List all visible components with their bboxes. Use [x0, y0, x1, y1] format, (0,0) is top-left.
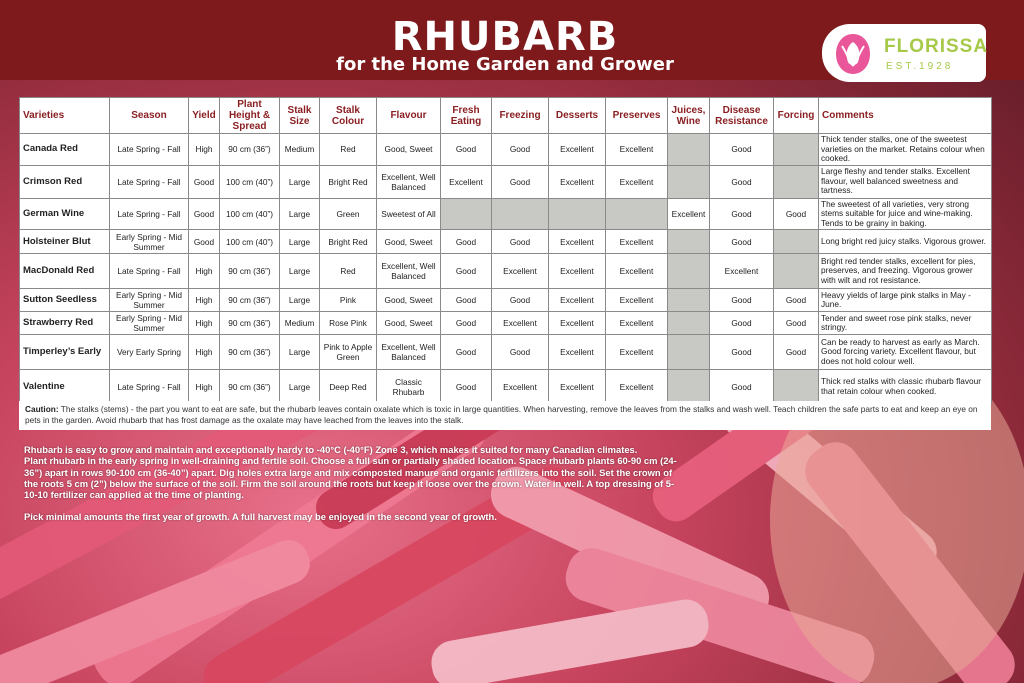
table-cell: Excellent	[492, 370, 549, 404]
table-column-header: Yield	[189, 98, 220, 134]
table-cell: Late Spring - Fall	[110, 198, 189, 230]
table-cell: Good	[710, 289, 774, 312]
table-cell: High	[189, 134, 220, 166]
table-cell: Excellent	[668, 198, 710, 230]
table-cell: Good	[441, 335, 492, 370]
table-cell: 90 cm (36”)	[220, 335, 280, 370]
table-cell: Bright Red	[320, 230, 377, 254]
table-cell: Good	[441, 289, 492, 312]
table-cell: Good	[710, 370, 774, 404]
table-column-header: Desserts	[549, 98, 606, 134]
table-cell: Excellent	[549, 289, 606, 312]
table-cell: Early Spring - Mid Summer	[110, 312, 189, 335]
table-column-header: Season	[110, 98, 189, 134]
table-column-header: Forcing	[774, 98, 819, 134]
table-cell: Good	[710, 198, 774, 230]
table-cell: 90 cm (36”)	[220, 289, 280, 312]
table-column-header: Varieties	[20, 98, 110, 134]
table-row	[20, 134, 992, 166]
comment-cell: Heavy yields of large pink stalks in May - June.	[819, 289, 992, 312]
caution-note	[19, 401, 991, 430]
table-cell: Good	[774, 289, 819, 312]
table-row	[20, 370, 992, 404]
florissa-logo	[822, 24, 989, 82]
table-cell: Large	[280, 165, 320, 198]
caution-text: The stalks (stems) - the part you want to eat are safe, but the rhubarb leaves contain oxalate which is toxic in large quantities. When harvesting, remove the leaves from the stalks and wash well. Teach children the safe parts to eat and keep an eye on pets in the garden. Avoid rhubarb that has frost damage as the oxalate may have leached from the leaves into the stalk.	[25, 404, 978, 425]
table-column-header: Comments	[819, 98, 992, 134]
info-paragraph-hardiness: Rhubarb is easy to grow and maintain and exceptionally hardy to -40°C (-40°F) Zone 3, which makes it suited for many Canadian climates.	[24, 444, 638, 455]
table-cell: Red	[320, 134, 377, 166]
page-subtitle: for the Home Garden and Grower	[336, 54, 674, 75]
table-row	[20, 230, 992, 254]
table-row	[20, 289, 992, 312]
variety-name-cell: Crimson Red	[20, 165, 110, 198]
table-cell: Late Spring - Fall	[110, 165, 189, 198]
table-column-header: Preserves	[606, 98, 668, 134]
table-column-header: Stalk Size	[280, 98, 320, 134]
table-cell: Good	[710, 134, 774, 166]
table-cell: Good	[441, 254, 492, 289]
table-row	[20, 335, 992, 370]
comment-cell: Thick tender stalks, one of the sweetest varieties on the market. Retains colour when cooked.	[819, 134, 992, 166]
table-cell: Excellent, Well Balanced	[377, 254, 441, 289]
growing-info	[24, 444, 684, 523]
table-cell: Green	[320, 198, 377, 230]
table-cell: Good	[492, 230, 549, 254]
table-cell: Excellent	[606, 254, 668, 289]
table-cell: 90 cm (36”)	[220, 134, 280, 166]
table-row	[20, 254, 992, 289]
comment-cell: Long bright red juicy stalks. Vigorous grower.	[819, 230, 992, 254]
comment-cell: Bright red tender stalks, excellent for pies, preserves, and freezing. Vigorous grower with wilt and rot resistance.	[819, 254, 992, 289]
table-cell: Good	[710, 230, 774, 254]
comment-cell: Thick red stalks with classic rhubarb flavour that retain colour when cooked.	[819, 370, 992, 404]
table-cell: Excellent	[549, 230, 606, 254]
table-cell: Good	[774, 312, 819, 335]
table-cell: Good	[710, 335, 774, 370]
page-title: RHUBARB	[391, 14, 619, 60]
table-cell	[774, 370, 819, 404]
table-cell: Good	[441, 134, 492, 166]
table-cell: Excellent	[549, 370, 606, 404]
table-column-header: Freezing	[492, 98, 549, 134]
table-cell	[774, 230, 819, 254]
table-cell: 90 cm (36”)	[220, 370, 280, 404]
table-cell: Deep Red	[320, 370, 377, 404]
table-header-row	[20, 98, 992, 134]
table-cell	[668, 370, 710, 404]
table-cell: Excellent	[606, 335, 668, 370]
table-cell	[668, 312, 710, 335]
table-cell: Pink to Apple Green	[320, 335, 377, 370]
table-column-header: Stalk Colour	[320, 98, 377, 134]
table-cell: Good	[189, 230, 220, 254]
table-cell: Good	[710, 165, 774, 198]
table-cell: Large	[280, 370, 320, 404]
table-cell: High	[189, 335, 220, 370]
table-cell: Excellent	[549, 165, 606, 198]
variety-table-container	[19, 97, 991, 404]
table-cell	[549, 198, 606, 230]
caution-label: Caution:	[25, 404, 59, 414]
table-cell: Excellent	[606, 289, 668, 312]
table-cell: High	[189, 289, 220, 312]
table-cell: Good	[492, 289, 549, 312]
info-paragraph-planting: Plant rhubarb in the early spring in well-draining and fertile soil. Choose a full sun or partially shaded location. Space rhubarb plants 60-90 cm (24-36”) apart in rows 90-100 cm (36-40”) apart. Dig holes extra large and mix composted manure and organic fertilizers into the soil. Set the crown of the roots 5 cm (2”) below the surface of the soil. Firm the soil around the roots but keep it loose over the crown. Water in well. A top dressing of 5-10-10 fertilizer can applied at the time of planting.	[24, 455, 677, 501]
variety-name-cell: German Wine	[20, 198, 110, 230]
table-cell: 100 cm (40”)	[220, 198, 280, 230]
variety-name-cell: Timperley’s Early	[20, 335, 110, 370]
comment-cell: Tender and sweet rose pink stalks, never stringy.	[819, 312, 992, 335]
table-cell: Pink	[320, 289, 377, 312]
table-cell	[668, 335, 710, 370]
table-cell: Good	[441, 312, 492, 335]
table-cell: Excellent	[606, 134, 668, 166]
table-cell	[606, 198, 668, 230]
tulip-logo-icon	[828, 28, 878, 78]
comment-cell: Large fleshy and tender stalks. Excellent flavour, well balanced sweetness and tartness.	[819, 165, 992, 198]
table-cell: 90 cm (36”)	[220, 254, 280, 289]
table-cell: Late Spring - Fall	[110, 134, 189, 166]
table-cell: Good, Sweet	[377, 312, 441, 335]
variety-name-cell: Strawberry Red	[20, 312, 110, 335]
table-cell: Medium	[280, 134, 320, 166]
table-cell: Excellent	[606, 312, 668, 335]
table-cell: High	[189, 254, 220, 289]
table-cell: Excellent	[549, 254, 606, 289]
table-column-header: Juices, Wine	[668, 98, 710, 134]
table-cell: Good, Sweet	[377, 230, 441, 254]
table-cell	[774, 134, 819, 166]
table-cell: Early Spring - Mid Summer	[110, 230, 189, 254]
logo-name: FLORISSA	[884, 36, 989, 57]
table-cell: Rose Pink	[320, 312, 377, 335]
variety-name-cell: MacDonald Red	[20, 254, 110, 289]
table-cell: Excellent	[492, 312, 549, 335]
table-cell: Large	[280, 335, 320, 370]
table-cell	[774, 254, 819, 289]
table-cell: Large	[280, 230, 320, 254]
variety-name-cell: Canada Red	[20, 134, 110, 166]
table-cell: Excellent	[549, 312, 606, 335]
table-cell: Good	[492, 134, 549, 166]
table-cell	[774, 165, 819, 198]
table-cell	[668, 134, 710, 166]
table-cell: Bright Red	[320, 165, 377, 198]
table-cell: Good, Sweet	[377, 289, 441, 312]
table-column-header: Flavour	[377, 98, 441, 134]
comment-cell: The sweetest of all varieties, very strong stems suitable for juice and wine-making. Tends to be grainy in baking.	[819, 198, 992, 230]
table-row	[20, 198, 992, 230]
table-cell: Sweetest of All	[377, 198, 441, 230]
variety-name-cell: Holsteiner Blut	[20, 230, 110, 254]
table-cell: Good	[441, 230, 492, 254]
table-column-header: Plant Height & Spread	[220, 98, 280, 134]
table-cell: Good	[492, 335, 549, 370]
table-cell: Excellent, Well Balanced	[377, 165, 441, 198]
table-cell: Excellent	[606, 230, 668, 254]
table-cell: 100 cm (40”)	[220, 165, 280, 198]
table-cell: Classic Rhubarb	[377, 370, 441, 404]
variety-table	[19, 97, 992, 404]
table-column-header: Fresh Eating	[441, 98, 492, 134]
table-row	[20, 165, 992, 198]
table-column-header: Disease Resistance	[710, 98, 774, 134]
table-cell	[441, 198, 492, 230]
comment-cell: Can be ready to harvest as early as March. Good forcing variety. Excellent flavour, but does not hold colour well.	[819, 335, 992, 370]
table-cell: High	[189, 312, 220, 335]
table-cell: High	[189, 370, 220, 404]
table-cell: Very Early Spring	[110, 335, 189, 370]
table-row	[20, 312, 992, 335]
table-cell	[492, 198, 549, 230]
table-cell: Excellent, Well Balanced	[377, 335, 441, 370]
table-cell	[668, 165, 710, 198]
table-cell: 100 cm (40”)	[220, 230, 280, 254]
table-cell: Late Spring - Fall	[110, 254, 189, 289]
table-cell	[668, 230, 710, 254]
table-cell: Excellent	[441, 165, 492, 198]
table-cell: Large	[280, 198, 320, 230]
table-cell: Medium	[280, 312, 320, 335]
variety-name-cell: Sutton Seedless	[20, 289, 110, 312]
table-cell: Good	[189, 165, 220, 198]
table-cell: Excellent	[606, 370, 668, 404]
variety-name-cell: Valentine	[20, 370, 110, 404]
table-cell: 90 cm (36”)	[220, 312, 280, 335]
table-cell: Good	[189, 198, 220, 230]
table-cell	[668, 289, 710, 312]
table-cell: Excellent	[606, 165, 668, 198]
table-cell: Excellent	[710, 254, 774, 289]
table-cell: Excellent	[549, 335, 606, 370]
info-paragraph-harvest: Pick minimal amounts the first year of growth. A full harvest may be enjoyed in the second year of growth.	[24, 511, 497, 523]
table-cell: Good, Sweet	[377, 134, 441, 166]
table-cell: Early Spring - Mid Summer	[110, 289, 189, 312]
table-cell: Excellent	[549, 134, 606, 166]
table-cell: Good	[441, 370, 492, 404]
table-cell: Large	[280, 289, 320, 312]
table-cell: Good	[710, 312, 774, 335]
logo-established: EST.1928	[886, 61, 954, 72]
table-cell: Late Spring - Fall	[110, 370, 189, 404]
table-cell: Good	[774, 198, 819, 230]
table-cell	[668, 254, 710, 289]
table-cell: Excellent	[492, 254, 549, 289]
table-cell: Red	[320, 254, 377, 289]
table-cell: Good	[492, 165, 549, 198]
table-cell: Good	[774, 335, 819, 370]
table-cell: Large	[280, 254, 320, 289]
